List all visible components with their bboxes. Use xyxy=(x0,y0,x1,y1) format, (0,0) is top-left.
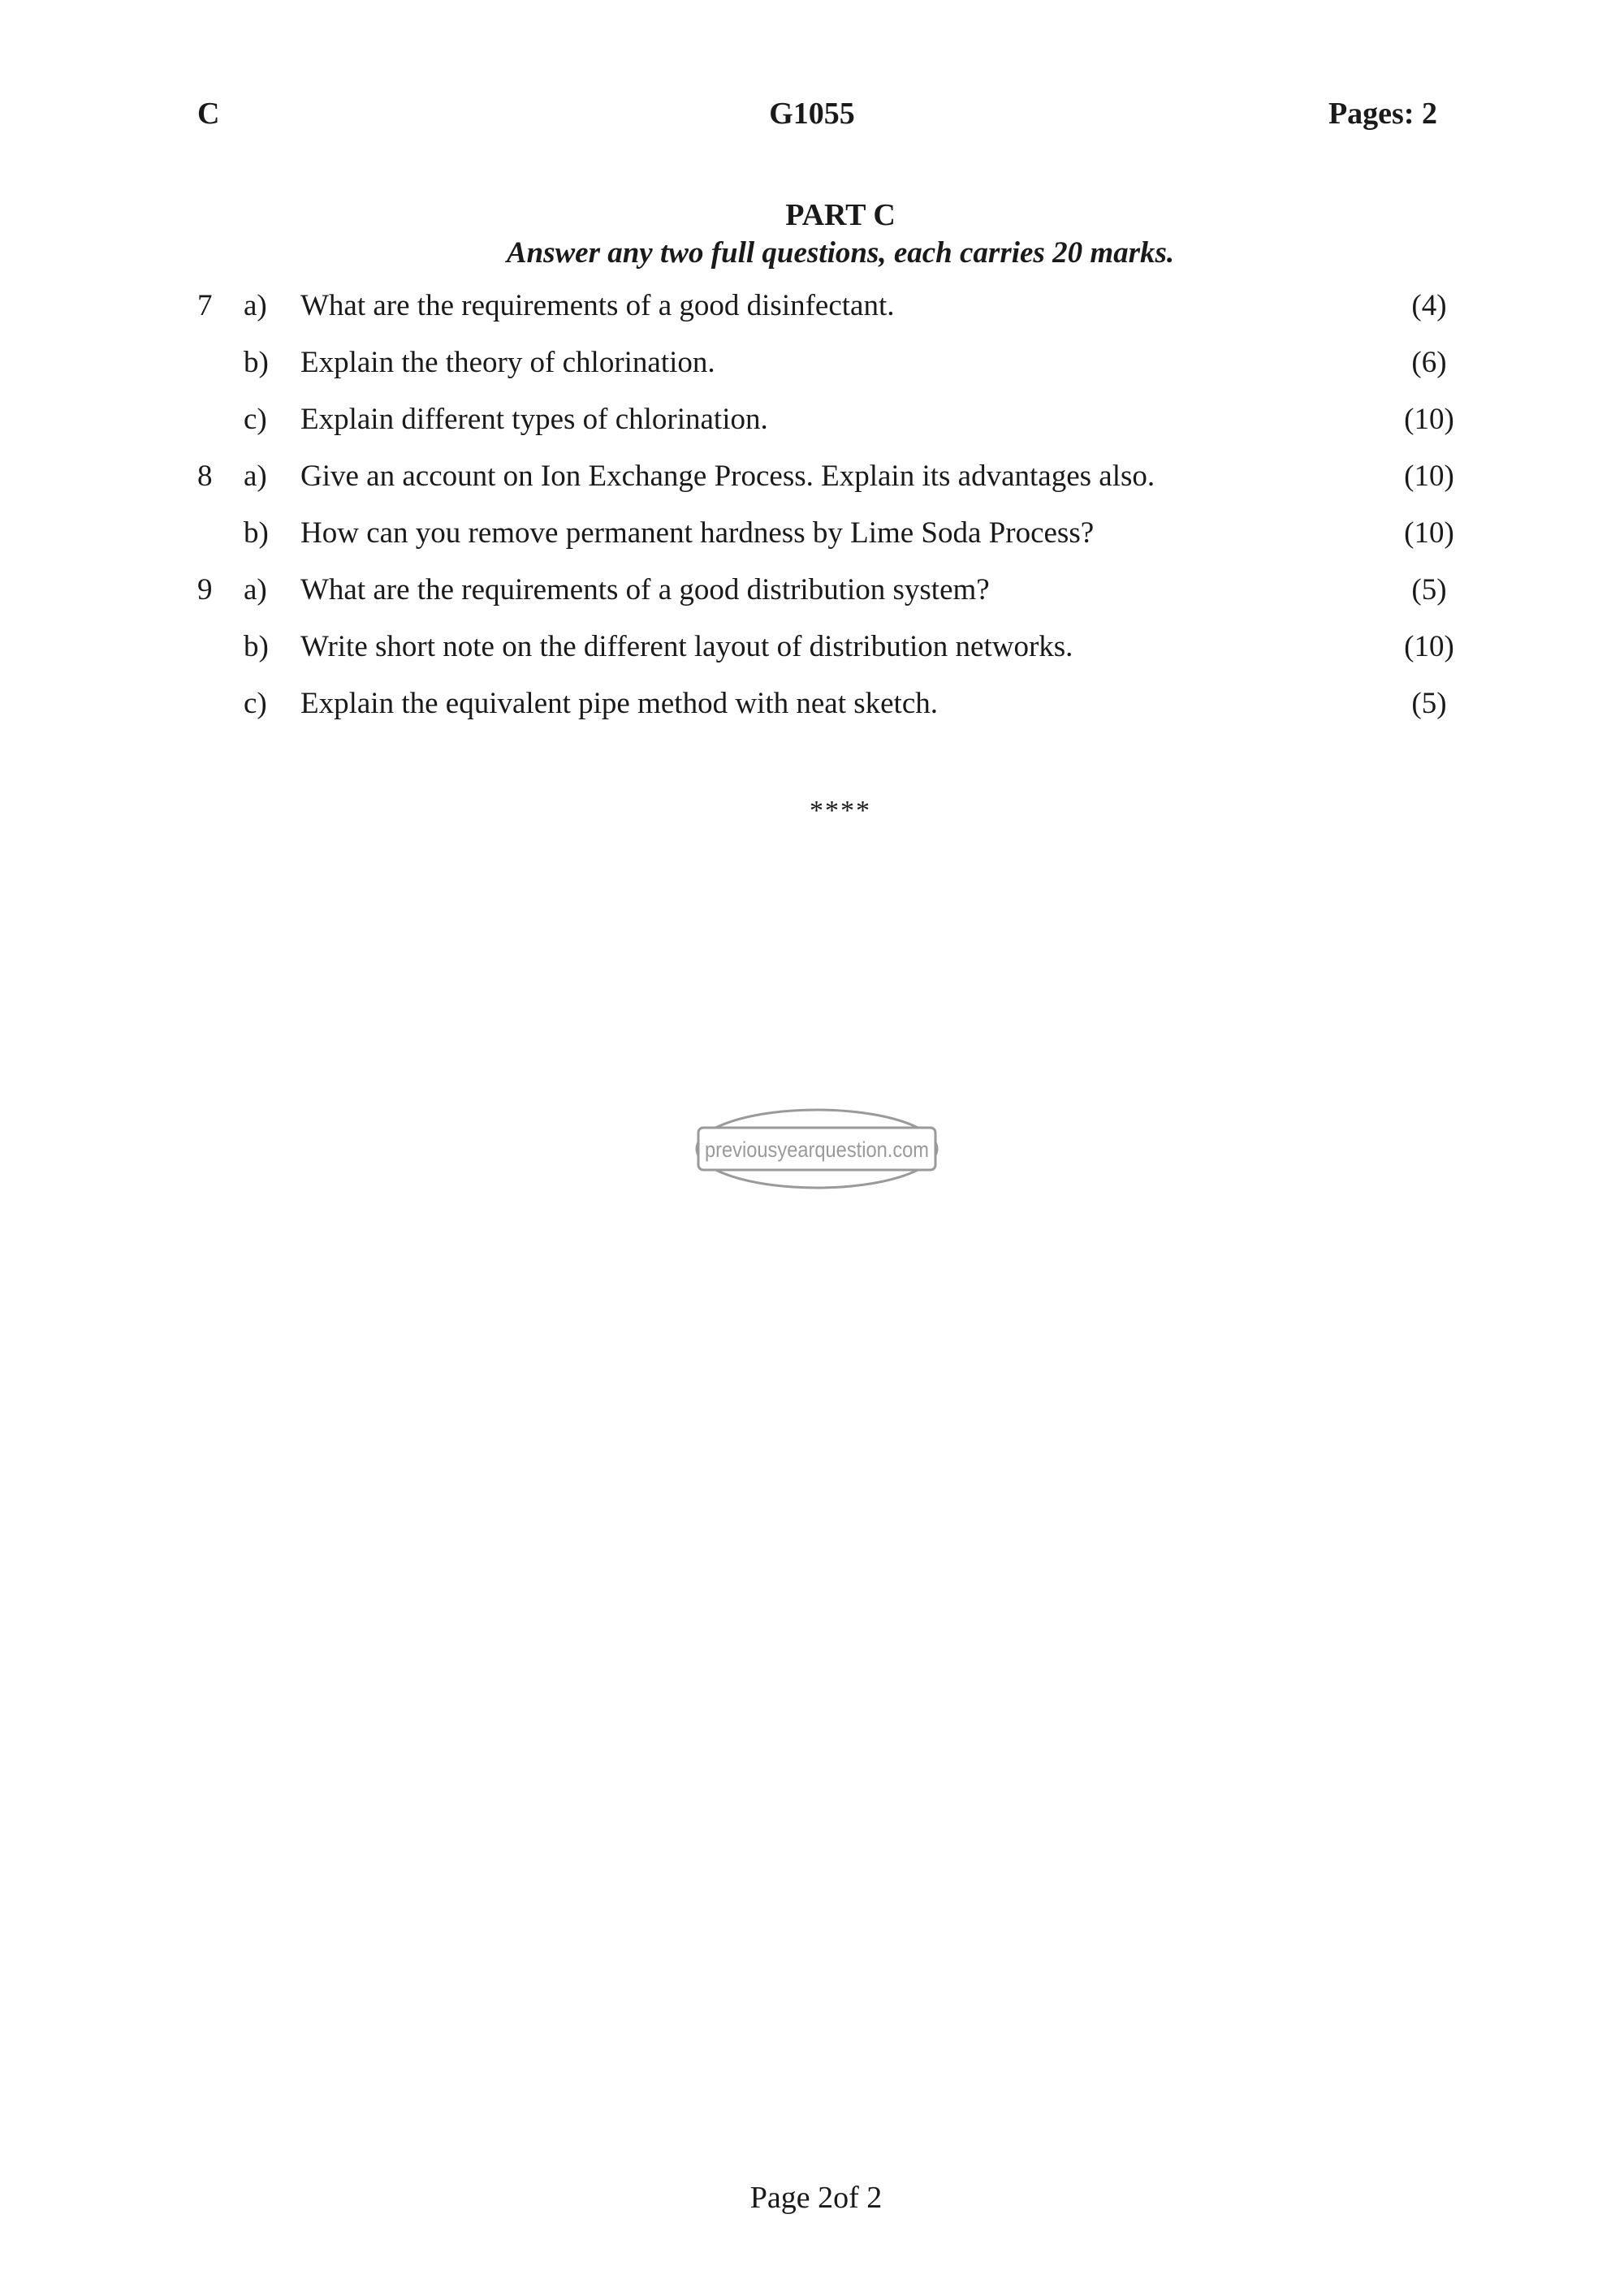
question-row xyxy=(0,459,1624,516)
part-instructions: Answer any two full questions, each carries 20 marks. xyxy=(506,236,1175,270)
question-row xyxy=(0,288,1624,345)
header-page-count: Pages: 2 xyxy=(1328,97,1437,131)
question-sub-label: c) xyxy=(244,687,267,720)
part-title: PART C xyxy=(785,198,896,232)
watermark-text: previousyearquestion.com xyxy=(705,1137,929,1162)
question-row xyxy=(0,629,1624,686)
watermark-logo xyxy=(695,1108,939,1189)
page-header xyxy=(0,96,1624,145)
question-number: 7 xyxy=(197,289,213,322)
question-row xyxy=(0,402,1624,459)
question-marks: (6) xyxy=(1411,346,1447,379)
question-marks: (5) xyxy=(1411,573,1447,606)
question-sub-label: b) xyxy=(244,630,269,663)
question-number: 9 xyxy=(197,573,213,606)
page-footer: Page 2of 2 xyxy=(749,2181,883,2215)
question-sub-label: a) xyxy=(244,573,267,606)
question-sub-label: a) xyxy=(244,460,267,493)
question-text: What are the requirements of a good distribution system? xyxy=(300,573,990,606)
question-marks: (10) xyxy=(1404,630,1454,663)
question-text: Write short note on the different layout of distribution networks. xyxy=(300,630,1073,663)
header-series-code: C xyxy=(197,97,220,131)
question-marks: (10) xyxy=(1404,403,1454,436)
question-list xyxy=(0,288,1624,743)
question-text: Explain the theory of chlorination. xyxy=(300,346,715,379)
question-marks: (4) xyxy=(1411,289,1447,322)
question-number: 8 xyxy=(197,460,213,493)
question-marks: (10) xyxy=(1404,516,1454,550)
question-sub-label: b) xyxy=(244,346,269,379)
end-of-paper-mark: **** xyxy=(810,796,871,826)
header-paper-code: G1055 xyxy=(769,97,855,131)
question-row xyxy=(0,516,1624,572)
question-text: Give an account on Ion Exchange Process. Explain its advantages also. xyxy=(300,460,1155,493)
question-text: How can you remove permanent hardness by Lime Soda Process? xyxy=(300,516,1095,550)
question-text: Explain different types of chlorination. xyxy=(300,403,768,436)
question-text: Explain the equivalent pipe method with neat sketch. xyxy=(300,687,939,720)
question-row xyxy=(0,345,1624,402)
question-sub-label: b) xyxy=(244,516,269,550)
question-marks: (5) xyxy=(1411,687,1447,720)
question-row xyxy=(0,572,1624,629)
question-marks: (10) xyxy=(1404,460,1454,493)
question-text: What are the requirements of a good disinfectant. xyxy=(300,289,895,322)
question-row xyxy=(0,686,1624,743)
question-sub-label: c) xyxy=(244,403,267,436)
question-sub-label: a) xyxy=(244,289,267,322)
